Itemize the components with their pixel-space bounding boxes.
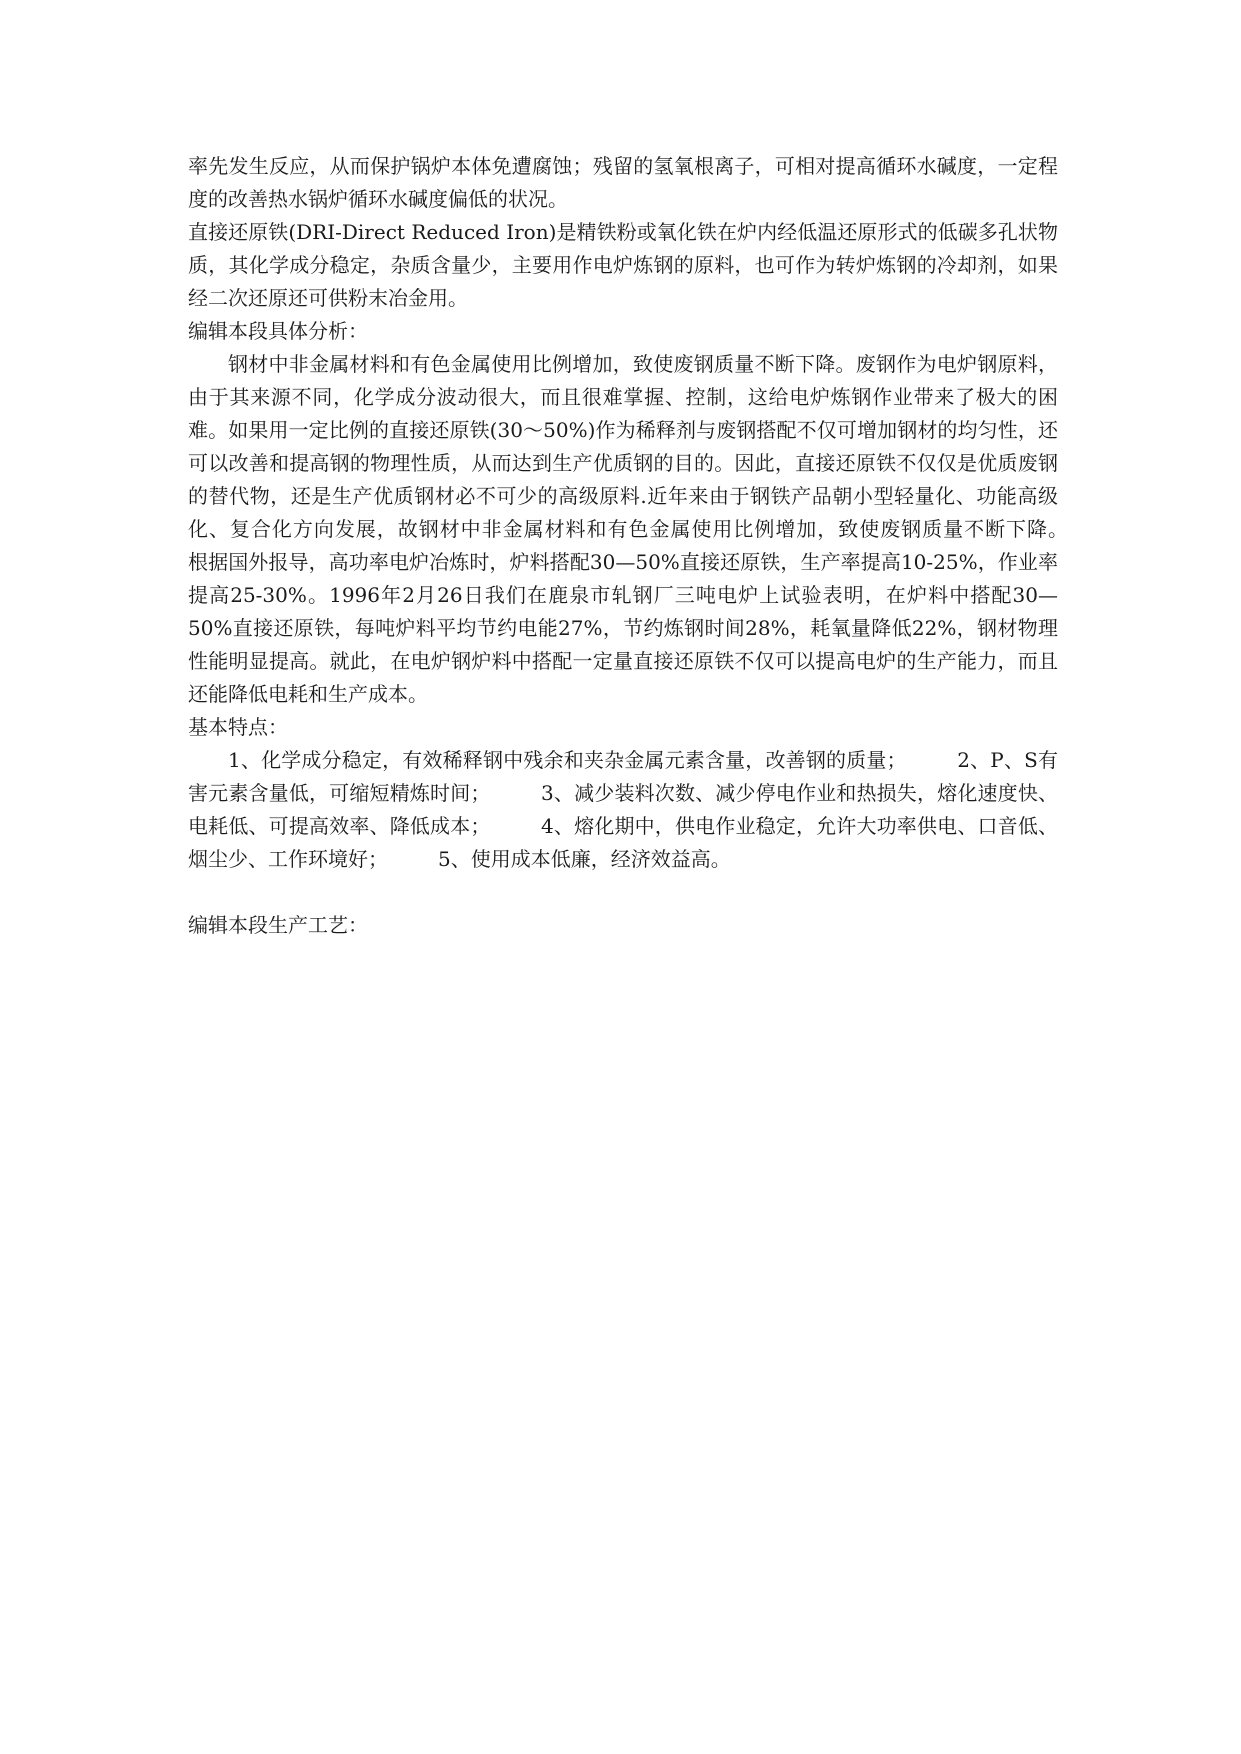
paragraph-boiler-protection: 率先发生反应，从而保护锅炉本体免遭腐蚀；残留的氢氧根离子，可相对提高循环水碱度，一定程度的改善热水锅炉循环水碱度偏低的状况。: [188, 154, 1058, 211]
section-heading-features: 基本特点：: [188, 715, 288, 739]
paragraph-features: 1、化学成分稳定，有效稀释钢中残余和夹杂金属元素含量，改善钢的质量； 2、P、S有害元素含量低，可缩短精炼时间； 3、减少装料次数、减少停电作业和热损失，熔化速度快、电耗低、可提高效率、降低成本； 4、熔化期中，供电作业稳定，允许大功率供电、口音低、烟尘少、工作环境好； 5、使用成本低廉，经济效益高。: [188, 748, 1058, 871]
paragraph-dri-definition: 直接还原铁(DRI-Direct Reduced Iron)是精铁粉或氧化铁在炉内经低温还原形式的低碳多孔状物质，其化学成分稳定，杂质含量少，主要用作电炉炼钢的原料，也可作为转炉炼钢的冷却剂，如果经二次还原还可供粉末冶金用。: [188, 220, 1058, 310]
paragraph-analysis: 钢材中非金属材料和有色金属使用比例增加，致使废钢质量不断下降。废钢作为电炉钢原料，由于其来源不同，化学成分波动很大，而且很难掌握、控制，这给电炉炼钢作业带来了极大的困难。如果用一定比例的直接还原铁(30～50%)作为稀释剂与废钢搭配不仅可增加钢材的均匀性，还可以改善和提高钢的物理性质，从而达到生产优质钢的目的。因此，直接还原铁不仅仅是优质废钢的替代物，还是生产优质钢材必不可少的高级原料.近年来由于钢铁产品朝小型轻量化、功能高级化、复合化方向发展，故钢材中非金属材料和有色金属使用比例增加，致使废钢质量不断下降。 根据国外报导，高功率电炉冶炼时，炉料搭配30—50%直接还原铁，生产率提高10-25%，作业率提高25-30%。1996年2月26日我们在鹿泉市轧钢厂三吨电炉上试验表明，在炉料中搭配30—50%直接还原铁，每吨炉料平均节约电能27%，节约炼钢时间28%，耗氧量降低22%，钢材物理性能明显提高。就此，在电炉钢炉料中搭配一定量直接还原铁不仅可以提高电炉的生产能力，而且还能降低电耗和生产成本。: [188, 352, 1118, 706]
section-heading-process: 编辑本段生产工艺：: [188, 913, 368, 937]
document-body: [188, 150, 1118, 942]
section-heading-analysis: 编辑本段具体分析：: [188, 319, 368, 343]
paragraph-spacer: [188, 876, 1058, 909]
